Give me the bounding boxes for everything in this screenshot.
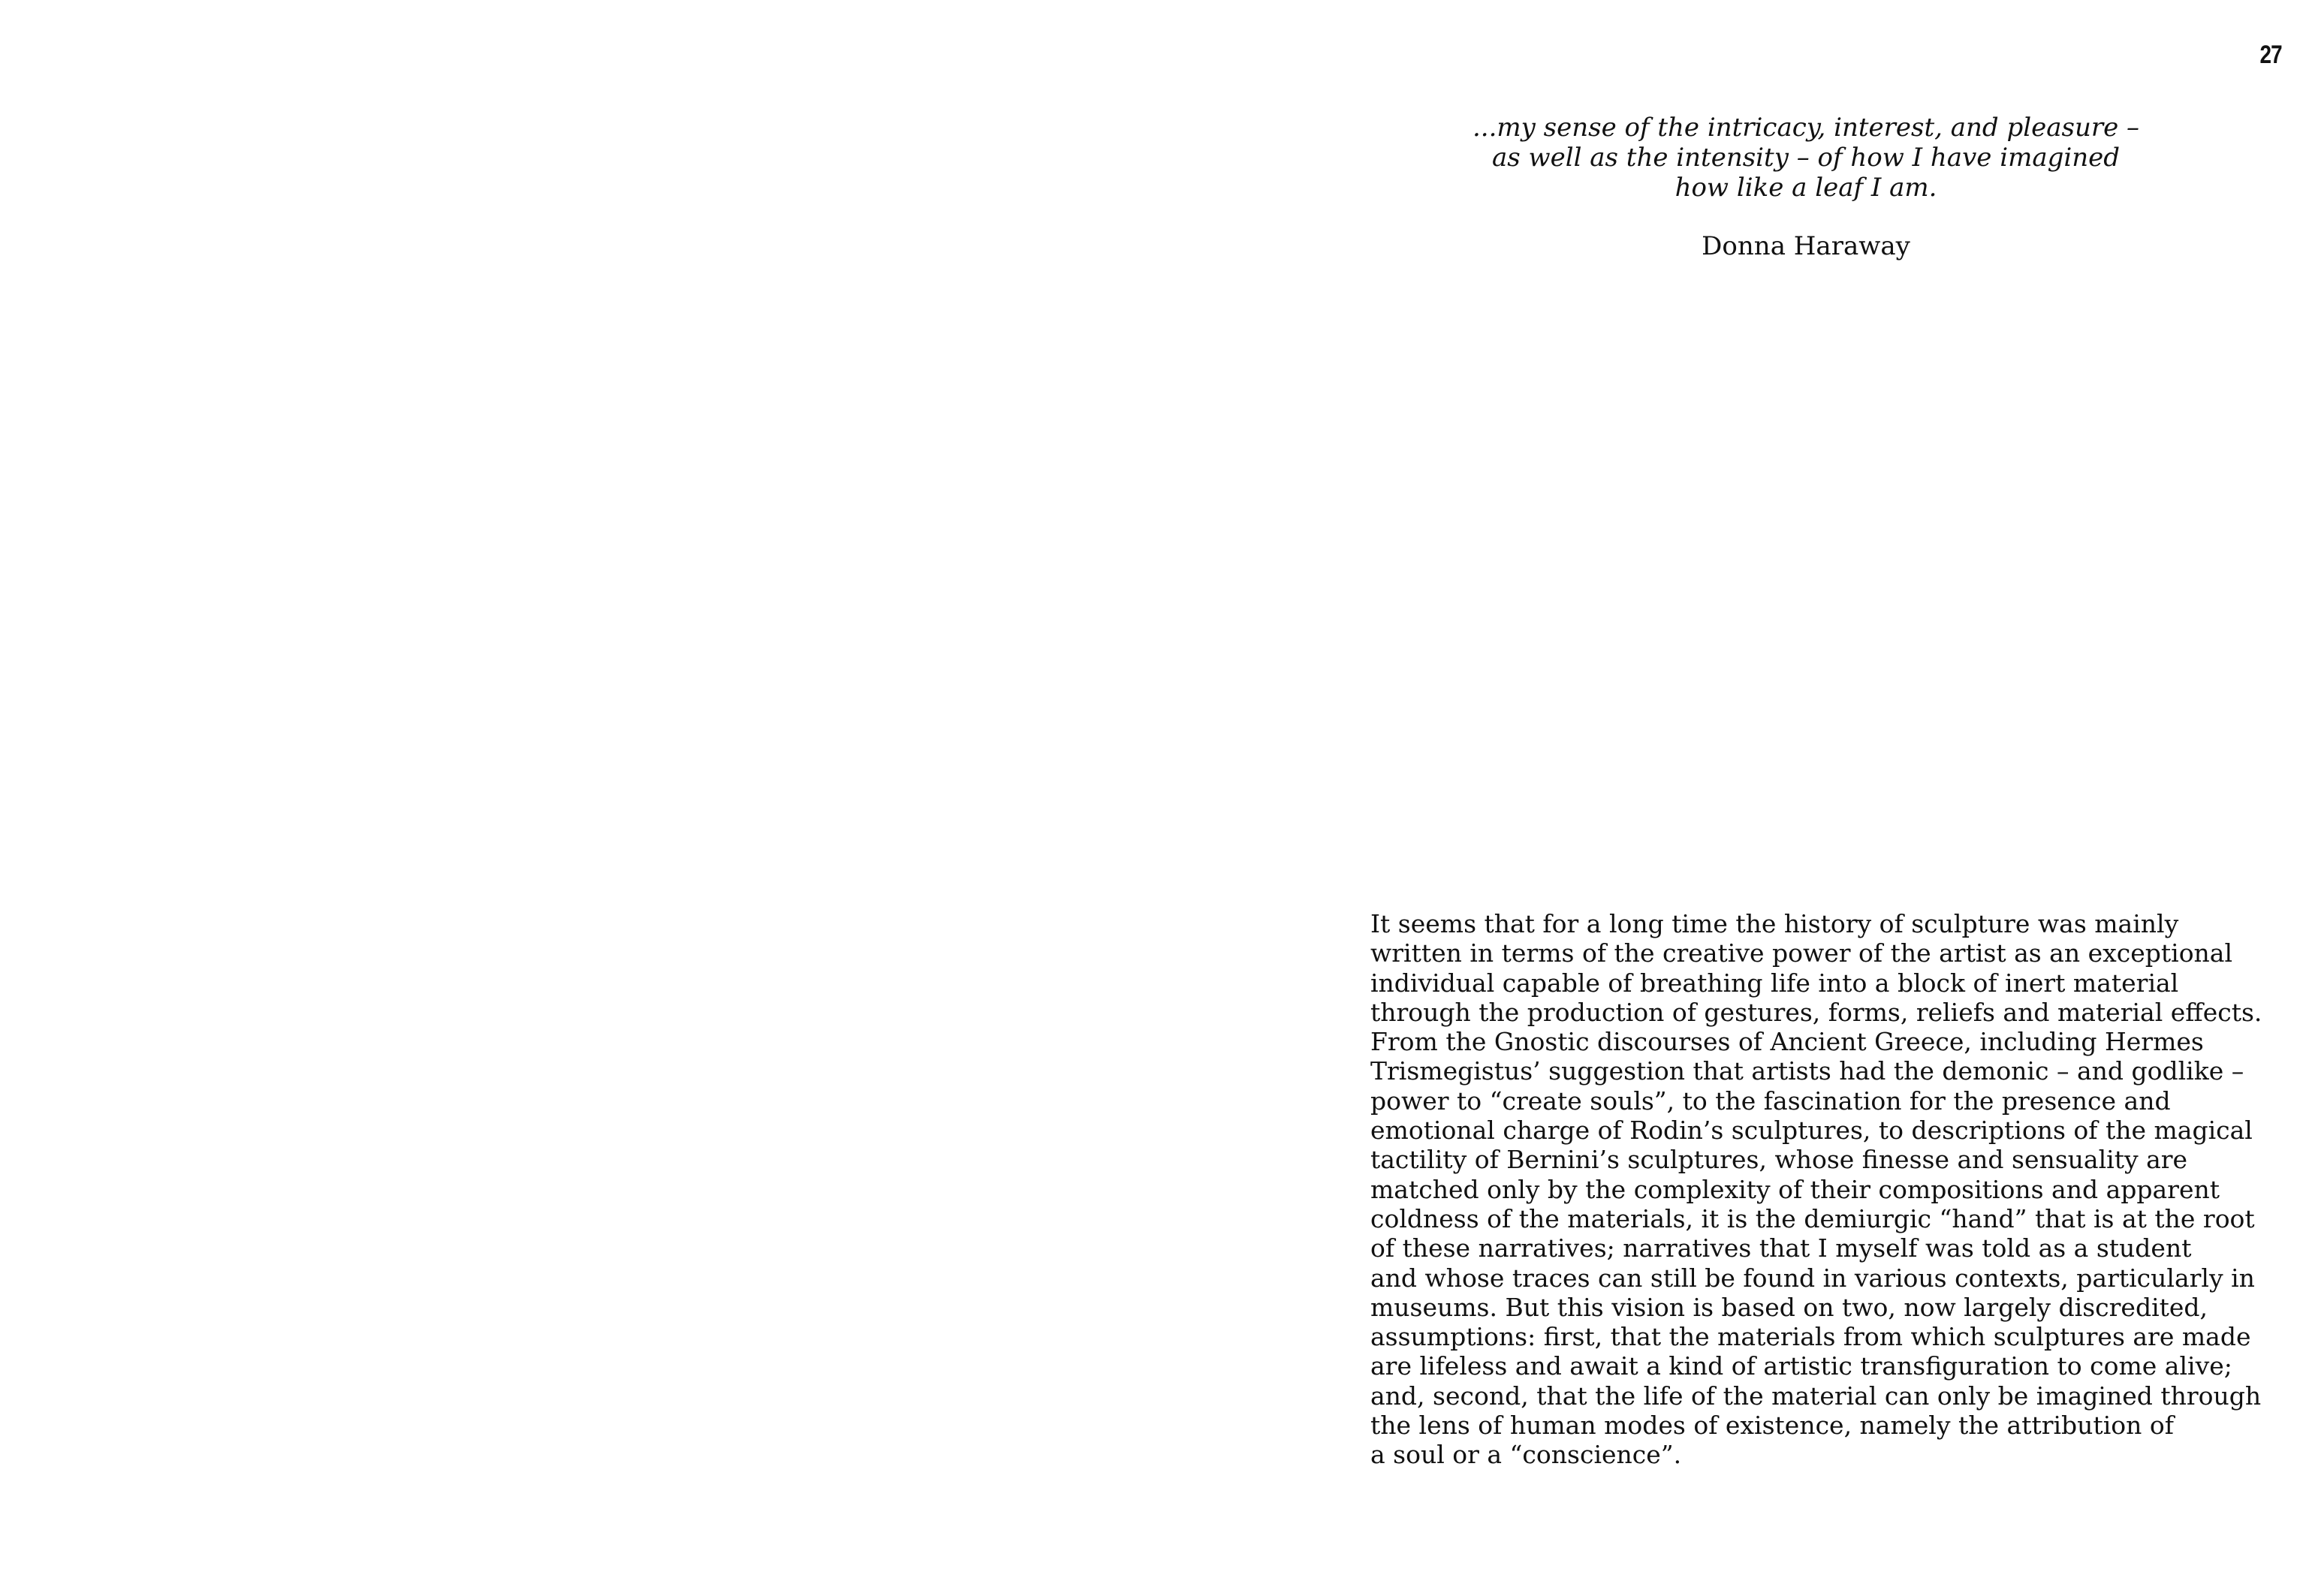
body-line: From the Gnostic discourses of Ancient Greece, including Hermes	[1370, 1027, 2204, 1057]
body-line: are lifeless and await a kind of artistic transfiguration to come alive;	[1370, 1351, 2232, 1381]
body-line: power to “create souls”, to the fascination for the presence and	[1370, 1086, 2171, 1116]
page-number: 27	[2259, 41, 2282, 69]
body-line: Trismegistus’ suggestion that artists had the demonic – and godlike –	[1370, 1056, 2244, 1086]
right-page	[1153, 0, 2306, 1596]
body-line: and whose traces can still be found in various contexts, particularly in	[1370, 1263, 2255, 1293]
epigraph	[1408, 113, 2204, 261]
body-line: the lens of human modes of existence, namely the attribution of	[1370, 1411, 2174, 1441]
epigraph-line: how like a leaf I am.	[1674, 173, 1937, 203]
body-line: coldness of the materials, it is the demiurgic “hand” that is at the root	[1370, 1203, 2255, 1233]
body-line: written in terms of the creative power of the artist as an exceptional	[1370, 938, 2233, 968]
body-line: tactility of Bernini’s sculptures, whose finesse and sensuality are	[1370, 1145, 2188, 1175]
epigraph-line: as well as the intensity – of how I have imagined	[1491, 143, 2121, 173]
body-line: museums. But this vision is based on two, now largely discredited,	[1370, 1292, 2208, 1322]
body-line: of these narratives; narratives that I myself was told as a student	[1370, 1233, 2192, 1263]
body-line: a soul or a “conscience”.	[1370, 1440, 1682, 1470]
body-paragraph	[1370, 909, 2262, 1470]
epigraph-line: ...my sense of the intricacy, interest, and pleasure –	[1472, 113, 2140, 143]
body-line: through the production of gestures, forms, reliefs and material effects.	[1370, 997, 2262, 1027]
body-line: assumptions: first, that the materials from which sculptures are made	[1370, 1322, 2251, 1352]
epigraph-author: Donna Haraway	[1702, 231, 1910, 261]
body-line: It seems that for a long time the history of sculpture was mainly	[1370, 909, 2179, 938]
body-line: emotional charge of Rodin’s sculptures, to descriptions of the magical	[1370, 1116, 2253, 1146]
body-line: individual capable of breathing life into a block of inert material	[1370, 968, 2179, 998]
body-line: and, second, that the life of the material can only be imagined through	[1370, 1381, 2262, 1411]
body-line: matched only by the complexity of their compositions and apparent	[1370, 1174, 2220, 1204]
epigraph-quote	[1408, 113, 2204, 203]
